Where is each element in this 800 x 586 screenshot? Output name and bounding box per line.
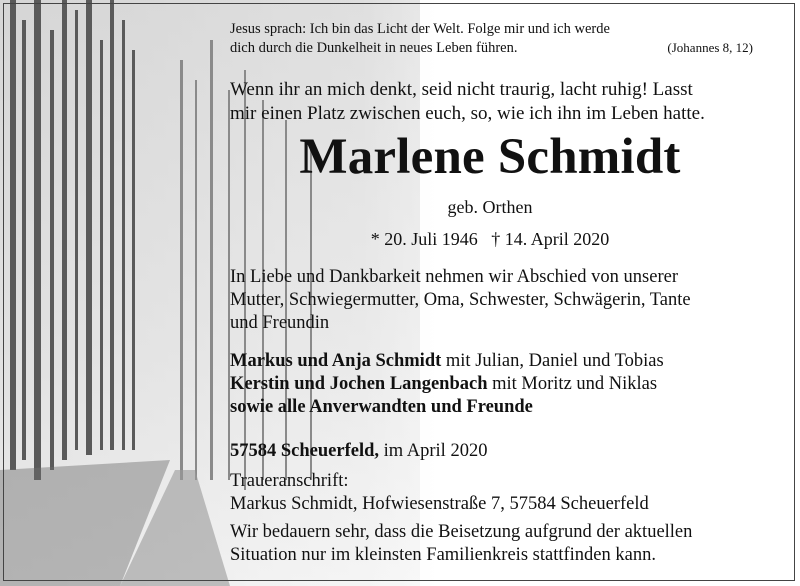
mourner-children: mit Julian, Daniel und Tobias [441, 351, 664, 371]
life-dates: * 20. Juli 1946 † 14. April 2020 [370, 229, 610, 249]
mourner-line-2 [230, 373, 657, 395]
farewell-line-2: Mutter, Schwiegermutter, Oma, Schwester, Schwägerin, Tante [230, 290, 691, 310]
poem-line-1: Wenn ihr an mich denkt, seid nicht traurig, lacht ruhig! Lasst [230, 79, 693, 100]
farewell-line-1: In Liebe und Dankbarkeit nehmen wir Abschied von unserer [230, 267, 678, 287]
farewell-line-3: und Freundin [230, 313, 330, 333]
bible-quote-line-2: dich durch die Dunkelheit in neues Leben führen. [230, 40, 518, 56]
poem-line-2: mir einen Platz zwischen euch, so, wie ich ihn im Leben hatte. [230, 103, 705, 124]
place-date [230, 440, 487, 462]
deceased-name: Marlene Schmidt [299, 129, 681, 185]
notice-line-1: Wir bedauern sehr, dass die Beisetzung aufgrund der aktuellen [230, 522, 693, 542]
address-label: Traueranschrift: [230, 471, 349, 491]
date: im April 2020 [379, 441, 488, 461]
mourner-names: sowie alle Anverwandten und Freunde [230, 397, 533, 417]
mourner-children: mit Moritz und Niklas [487, 374, 658, 394]
bible-quote-reference: (Johannes 8, 12) [667, 40, 753, 55]
address-value: Markus Schmidt, Hofwiesenstraße 7, 57584 Scheuerfeld [230, 494, 649, 514]
place: 57584 Scheuerfeld, [230, 441, 380, 461]
mourner-line-1 [230, 350, 664, 372]
mourner-line-3 [230, 396, 533, 418]
notice-line-2: Situation nur im kleinsten Familienkreis stattfinden kann. [230, 545, 656, 565]
mourner-names: Kerstin und Jochen Langenbach [230, 374, 488, 394]
mourner-names: Markus und Anja Schmidt [230, 351, 442, 371]
birth-name: geb. Orthen [447, 197, 533, 217]
bible-quote-line-1: Jesus sprach: Ich bin das Licht der Welt. Folge mir und ich werde [230, 21, 610, 37]
